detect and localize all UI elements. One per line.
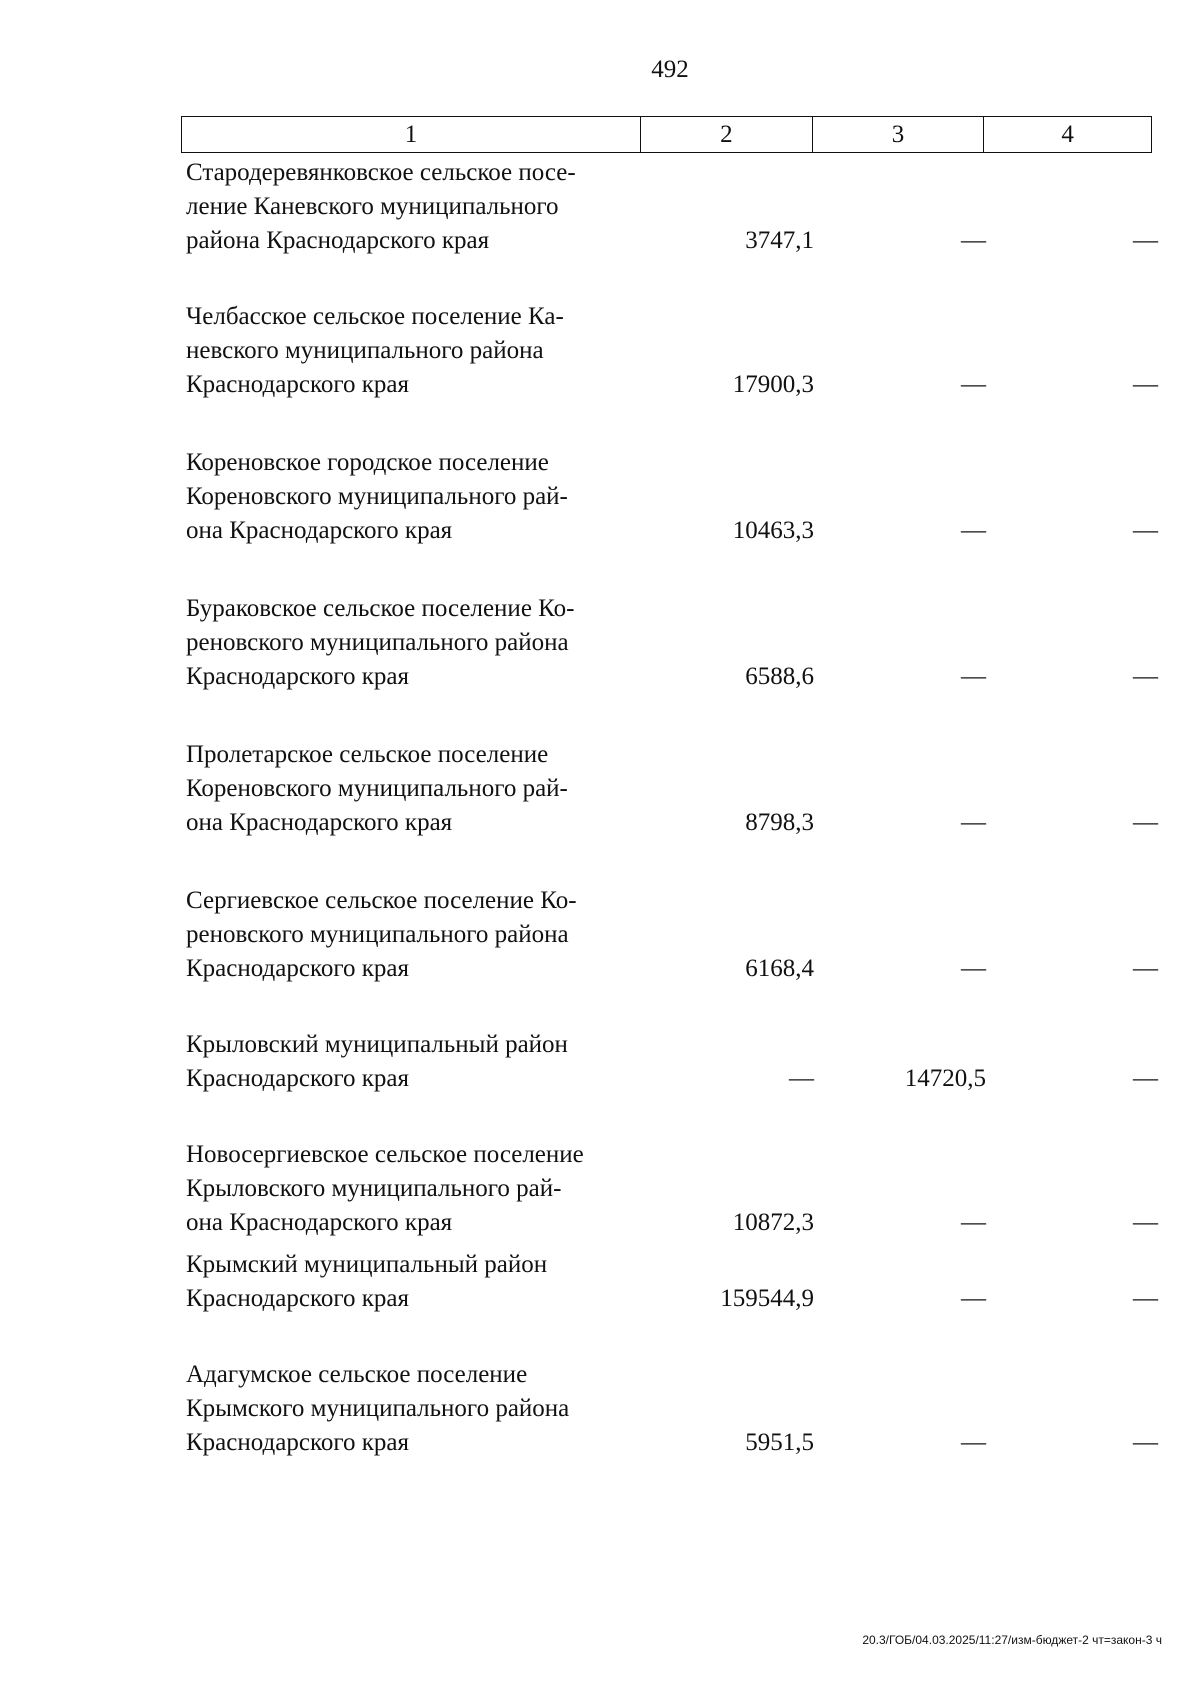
row-value-col-3: — <box>961 227 986 254</box>
row-value-col-3: — <box>961 955 986 982</box>
row-value-col-2: — <box>789 1065 814 1092</box>
row-value-col-2: 10463,3 <box>732 517 814 544</box>
document-footer-code: 20.3/ГОБ/04.03.2025/11:27/изм-бюджет-2 чт=закон-3 ч <box>862 1633 1162 1647</box>
row-value-col-3: — <box>961 1285 986 1312</box>
row-value-col-4: — <box>1133 809 1158 836</box>
row-name: Бураковское сельское поселение Ко- реновского муниципального района Краснодарского края <box>186 595 575 690</box>
header-col-3: 3 <box>813 117 985 152</box>
row-value-col-4: — <box>1133 371 1158 398</box>
row-value-col-4: — <box>1133 1429 1158 1456</box>
row-name: Крыловский муниципальный район Краснодарского края <box>186 1031 568 1092</box>
row-name: Челбасское сельское поселение Ка- невского муниципального района Краснодарского края <box>186 303 564 398</box>
row-value-col-3: — <box>961 809 986 836</box>
row-value-col-4: — <box>1133 955 1158 982</box>
row-name: Стародеревянковское сельское посе- ление Каневского муниципального района Краснодарского края <box>186 159 576 254</box>
row-name: Сергиевское сельское поселение Ко- реновского муниципального района Краснодарского края <box>186 887 577 982</box>
row-name: Кореновское городское поселение Кореновского муниципального рай- она Краснодарского края <box>186 449 568 544</box>
row-value-col-2: 5951,5 <box>745 1429 814 1456</box>
row-value-col-2: 17900,3 <box>732 371 814 398</box>
row-value-col-2: 8798,3 <box>745 809 814 836</box>
table-header <box>181 116 1152 153</box>
row-value-col-4: — <box>1133 663 1158 690</box>
header-col-1: 1 <box>182 117 641 152</box>
row-value-col-3: — <box>961 1429 986 1456</box>
row-value-col-2: 6168,4 <box>745 955 814 982</box>
row-value-col-3: — <box>961 663 986 690</box>
row-name: Адагумское сельское поселение Крымского муниципального района Краснодарского края <box>186 1361 570 1456</box>
row-value-col-2: 10872,3 <box>732 1209 814 1236</box>
row-name: Новосергиевское сельское поселение Крыловского муниципального рай- она Краснодарского края <box>186 1141 584 1236</box>
row-value-col-3: 14720,5 <box>904 1065 986 1092</box>
header-col-4: 4 <box>1061 120 1074 148</box>
row-value-col-2: 3747,1 <box>745 227 814 254</box>
header-col-2: 2 <box>641 117 813 152</box>
row-name: Пролетарское сельское поселение Кореновского муниципального рай- она Краснодарского края <box>186 741 568 836</box>
row-value-col-4: — <box>1133 1065 1158 1092</box>
row-value-col-4: — <box>1133 517 1158 544</box>
row-value-col-3: — <box>961 517 986 544</box>
row-name: Крымский муниципальный район Краснодарского края <box>186 1251 548 1312</box>
page-number: 492 <box>651 56 689 83</box>
row-value-col-2: 159544,9 <box>720 1285 814 1312</box>
row-value-col-4: — <box>1133 227 1158 254</box>
row-value-col-4: — <box>1133 1209 1158 1236</box>
row-value-col-3: — <box>961 1209 986 1236</box>
row-value-col-4: — <box>1133 1285 1158 1312</box>
row-value-col-3: — <box>961 371 986 398</box>
row-value-col-2: 6588,6 <box>745 663 814 690</box>
